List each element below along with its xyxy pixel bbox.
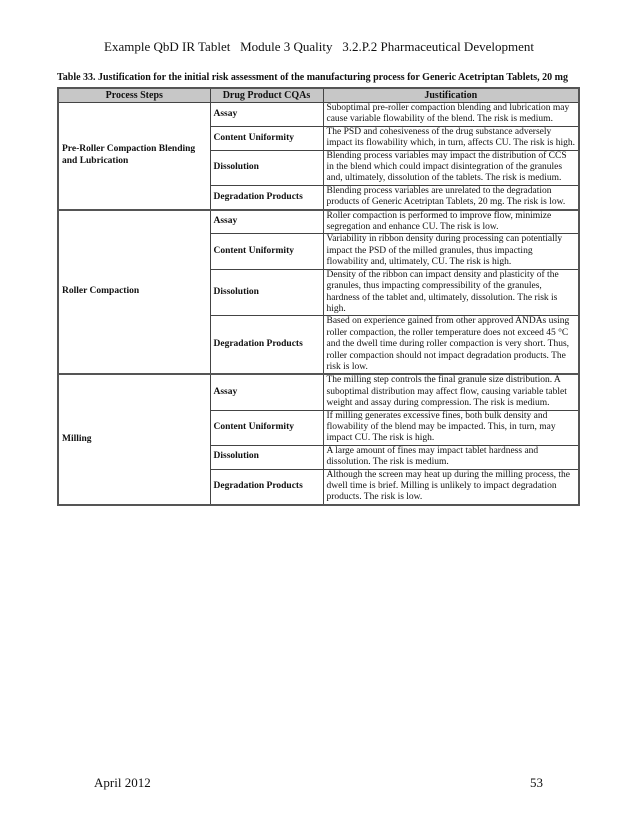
footer-date: April 2012	[94, 775, 151, 790]
table-row	[58, 374, 579, 410]
justification-cell: Based on experience gained from other approved ANDAs using roller compaction, the roller temperature does not exceed 45 °C and the dwell time during roller compaction is very short. Thus, roller compaction should not impact degradation products. The risk is low.	[323, 316, 579, 375]
cqa-cell: Assay	[210, 210, 323, 234]
cqa-cell: Dissolution	[210, 269, 323, 316]
justification-cell: Blending process variables are unrelated to the degradation products of Generic Acetriptan Tablets, 20 mg. The risk is low.	[323, 185, 579, 209]
justification-cell: Roller compaction is performed to improve flow, minimize segregation and enhance CU. The risk is low.	[323, 210, 579, 234]
cqa-cell: Degradation Products	[210, 316, 323, 375]
justification-cell: Variability in ribbon density during processing can potentially impact the PSD of the milled granules, thus impacting flowability and, ultimately, CU. The risk is high.	[323, 234, 579, 269]
justification-cell: The PSD and cohesiveness of the drug substance adversely impact its flowability which, in turn, affects CU. The risk is high.	[323, 126, 579, 150]
cqa-cell: Assay	[210, 374, 323, 410]
cqa-cell: Degradation Products	[210, 185, 323, 209]
page-number: 53	[530, 775, 543, 790]
process-step-cell: Milling	[58, 374, 210, 504]
justification-cell: Blending process variables may impact the distribution of CCS in the blend which could impact disintegration of the granules and, ultimately, dissolution of the tablets. The risk is medium.	[323, 150, 579, 185]
risk-assessment-table	[57, 87, 580, 506]
justification-cell: A large amount of fines may impact tablet hardness and dissolution. The risk is medium.	[323, 445, 579, 469]
justification-cell: Density of the ribbon can impact density and plasticity of the granules, thus impacting compressibility of the granules, hardness of the tablet and, ultimately, dissolution. The risk is high.	[323, 269, 579, 316]
table-caption: Table 33. Justification for the initial risk assessment of the manufacturing process for Generic Acetriptan Tablets, 20 mg	[57, 72, 569, 83]
cqa-cell: Dissolution	[210, 445, 323, 469]
cqa-cell: Dissolution	[210, 150, 323, 185]
table-row	[58, 103, 579, 127]
cqa-cell: Content Uniformity	[210, 410, 323, 445]
header-drug-product-cqas: Drug Product CQAs	[210, 88, 323, 103]
header-justification: Justification	[323, 88, 579, 103]
cqa-cell: Assay	[210, 103, 323, 127]
cqa-cell: Degradation Products	[210, 469, 323, 505]
process-step-cell: Roller Compaction	[58, 210, 210, 375]
header-process-steps: Process Steps	[58, 88, 210, 103]
table-row	[58, 210, 579, 234]
justification-cell: The milling step controls the final granule size distribution. A suboptimal distribution may affect flow, causing variable tablet weight and assay during compression. The risk is medium.	[323, 374, 579, 410]
cqa-cell: Content Uniformity	[210, 234, 323, 269]
justification-cell: If milling generates excessive fines, both bulk density and flowability of the blend may be impacted. This, in turn, may impact CU. The risk is high.	[323, 410, 579, 445]
running-header: Example QbD IR Tablet Module 3 Quality 3.2.P.2 Pharmaceutical Development	[104, 39, 534, 54]
process-step-cell: Pre-Roller Compaction Blending and Lubrication	[58, 103, 210, 210]
justification-cell: Although the screen may heat up during the milling process, the dwell time is brief. Milling is unlikely to impact degradation products. The risk is low.	[323, 469, 579, 505]
cqa-cell: Content Uniformity	[210, 126, 323, 150]
justification-cell: Suboptimal pre-roller compaction blending and lubrication may cause variable flowability of the blend. The risk is medium.	[323, 103, 579, 127]
table-header-row	[58, 88, 579, 103]
